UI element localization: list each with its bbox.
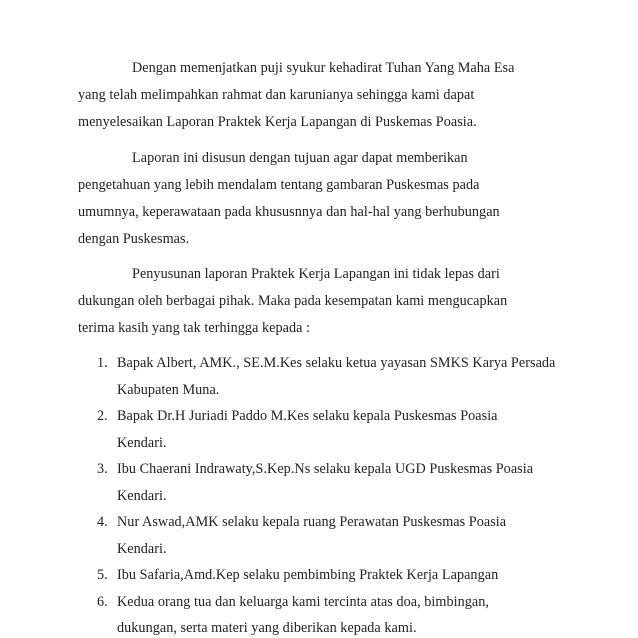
list-item-2-line-2: Kendari.	[117, 435, 167, 451]
list-item-2-line-1: Bapak Dr.H Juriadi Paddo M.Kes selaku kepala Puskesmas Poasia	[117, 408, 498, 424]
list-item-6-number: 6.	[97, 594, 108, 610]
list-item-6-line-1: Kedua orang tua dan keluarga kami tercinta atas doa, bimbingan,	[117, 594, 490, 610]
list-item-2-number: 2.	[97, 408, 108, 424]
list-item-4-line-2: Kendari.	[117, 541, 167, 557]
list-item-3-line-2: Kendari.	[117, 488, 167, 504]
list-item-4-number: 4.	[97, 514, 108, 530]
paragraph-3-line-2: dukungan oleh berbagai pihak. Maka pada kesempatan kami mengucapkan	[78, 293, 508, 309]
paragraph-3-line-3: terima kasih yang tak terhingga kepada :	[78, 320, 311, 336]
paragraph-2-line-3: umumnya, keperawataan pada khususnnya dan hal-hal yang berhubungan	[78, 204, 500, 220]
paragraph-2-line-4: dengan Puskesmas.	[78, 231, 190, 247]
list-item-3-line-1: Ibu Chaerani Indrawaty,S.Kep.Ns selaku kepala UGD Puskesmas Poasia	[117, 461, 534, 477]
list-item-4-line-1: Nur Aswad,AMK selaku kepala ruang Perawatan Puskesmas Poasia	[117, 514, 507, 530]
paragraph-2-line-1: Laporan ini disusun dengan tujuan agar dapat memberikan	[132, 150, 468, 166]
paragraph-1-line-3: menyelesaikan Laporan Praktek Kerja Lapangan di Puskemas Poasia.	[78, 114, 477, 130]
list-item-5-number: 5.	[97, 567, 108, 583]
paragraph-2-line-2: pengetahuan yang lebih mendalam tentang gambaran Puskesmas pada	[78, 177, 480, 193]
list-item-3-number: 3.	[97, 461, 108, 477]
list-item-1-number: 1.	[97, 355, 108, 371]
paragraph-3-line-1: Penyusunan laporan Praktek Kerja Lapangan ini tidak lepas dari	[132, 266, 500, 282]
paragraph-1-line-1: Dengan memenjatkan puji syukur kehadirat Tuhan Yang Maha Esa	[132, 60, 515, 76]
list-item-5-line-1: Ibu Safaria,Amd.Kep selaku pembimbing Praktek Kerja Lapangan	[117, 567, 499, 583]
paragraph-1-line-2: yang telah melimpahkan rahmat dan karunianya sehingga kami dapat	[78, 87, 475, 103]
list-item-1-line-2: Kabupaten Muna.	[117, 382, 220, 398]
list-item-6-line-2: dukungan, serta materi yang diberikan kepada kami.	[117, 620, 417, 636]
list-item-1-line-1: Bapak Albert, AMK., SE.M.Kes selaku ketua yayasan SMKS Karya Persada	[117, 355, 556, 371]
